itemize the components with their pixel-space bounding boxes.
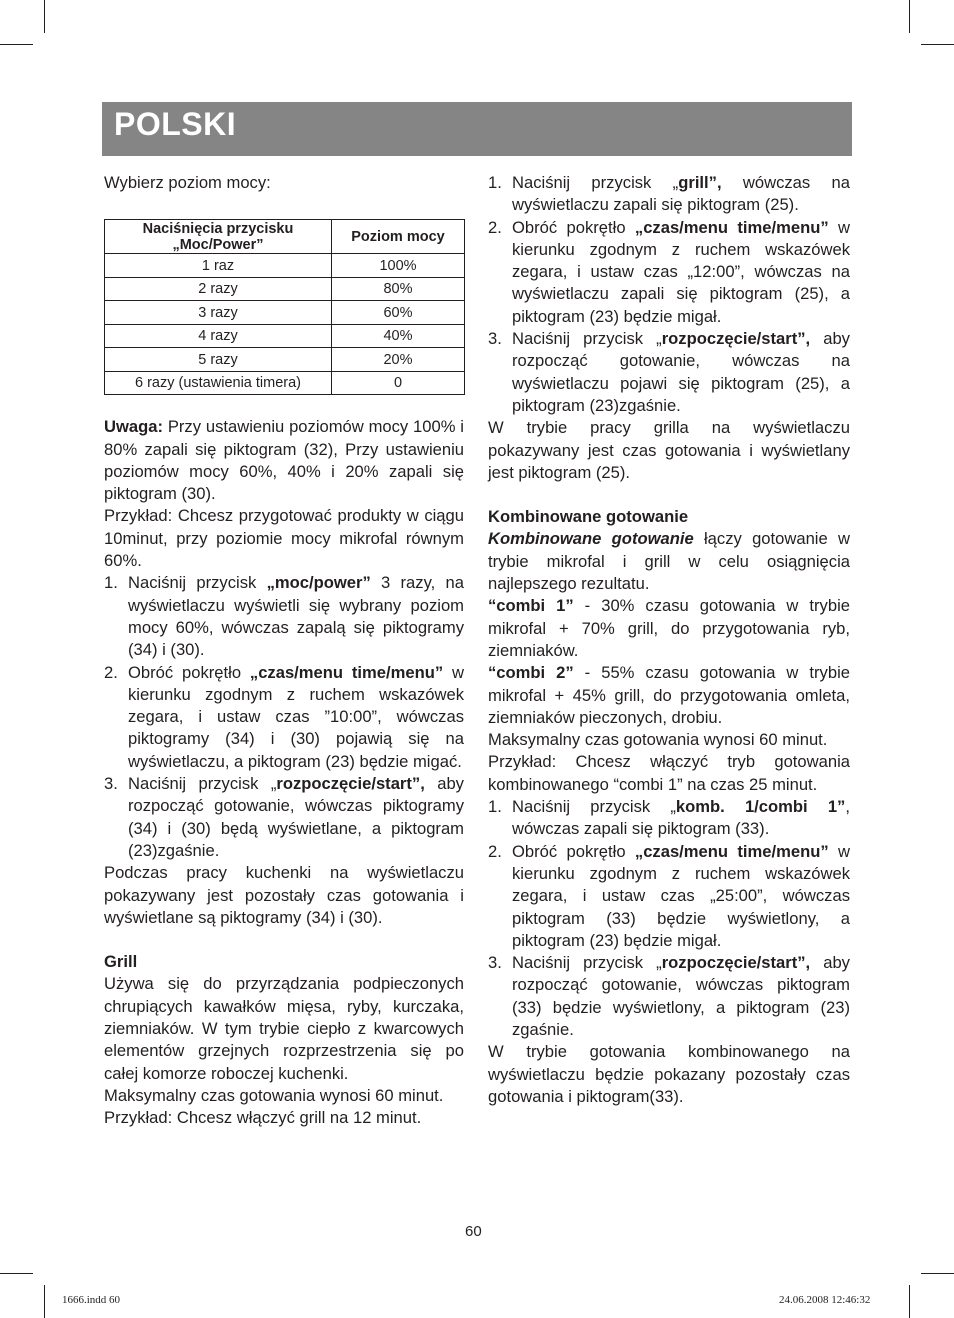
crop-mark [921, 1273, 954, 1274]
combi-steps-list [488, 796, 850, 1041]
combi-example: Przykład: Chcesz włączyć tryb gotowania kombinowanego “combi 1” na czas 25 minut. [488, 752, 850, 794]
list-item [488, 328, 850, 417]
page-number: 60 [465, 1223, 482, 1240]
combi2-label: “combi 2” [488, 663, 574, 683]
table-header-row [105, 220, 465, 254]
table-cell: 4 razy [105, 324, 332, 348]
combi1-description [488, 595, 850, 662]
combi1-text: - 30% czasu gotowania w trybie mikrofal + 70% grill, do przygotowania ryb, ziemniaków. [488, 596, 850, 660]
step-text: w kierunku zgodnym z ruchem wskazówek zegara, i ustaw czas ”10:00”, wówczas piktogramy (34) i (30) pojawią się na wyświetlaczu, a piktogram (23) będzie migać. [128, 662, 464, 771]
table-cell: 60% [332, 301, 465, 325]
table-cell: 100% [332, 254, 465, 278]
step-text: wówczas na wyświetlaczu zapali się piktogram (25). [512, 173, 850, 215]
table-cell: 1 raz [105, 254, 332, 278]
list-item [104, 773, 464, 862]
step-button-name: „czas/menu time/menu” [634, 841, 829, 861]
after-paragraph: Podczas pracy kuchenki na wyświetlaczu pokazywany jest pozostały czas gotowania i wyświetlane są piktogramy (34) i (30). [104, 863, 464, 927]
list-item [488, 796, 850, 841]
example-paragraph: Przykład: Chcesz przygotować produkty w ciągu 10minut, przy poziomie mocy mikrofal równym 60%. [104, 506, 464, 571]
step-button-name: komb. 1/combi 1” [675, 797, 846, 817]
table-row [105, 277, 465, 301]
list-item [488, 841, 850, 952]
step-button-name: „czas/menu time/menu” [249, 662, 444, 682]
step-number: 3. [104, 774, 118, 794]
step-text: Naciśnij przycisk „ [128, 774, 277, 794]
combi-max-time: Maksymalny czas gotowania wynosi 60 minut. [488, 730, 828, 750]
left-column [104, 172, 464, 1130]
step-number: 3. [488, 953, 502, 973]
crop-mark [0, 44, 33, 45]
step-number: 2. [104, 662, 118, 682]
list-item [488, 172, 850, 217]
intro-text: Wybierz poziom mocy: [104, 173, 271, 192]
table-cell: 3 razy [105, 301, 332, 325]
combi2-text: - 55% czasu gotowania w trybie mikrofal + 45% grill, do przygotowania omleta, ziemniaków pieczonych, drobiu. [488, 663, 850, 727]
step-number: 3. [488, 329, 502, 349]
crop-mark [909, 0, 910, 33]
step-text: w kierunku zgodnym z ruchem wskazówek zegara, i ustaw czas „12:00”, wówczas na wyświetlaczu zapali się piktogram (25), a piktogram (23) będzie migał. [512, 217, 850, 326]
step-text: Naciśnij przycisk „ [512, 329, 662, 349]
combi-intro-text: łączy gotowanie w trybie mikrofal i grill w celu osiągnięcia najlepszego rezultatu. [488, 529, 850, 594]
grill-after-paragraph: W trybie pracy grilla na wyświetlaczu pokazywany jest czas gotowania i wyświetlany jest piktogram (25). [488, 418, 850, 482]
note-paragraph [104, 416, 464, 505]
combi1-label: “combi 1” [488, 596, 574, 616]
crop-mark [909, 1285, 910, 1318]
step-text: Obróć pokrętło [512, 841, 635, 861]
step-text: Naciśnij przycisk „ [512, 173, 679, 192]
footer-filename: 1666.indd 60 [62, 1294, 121, 1306]
table-header-power: Poziom mocy [332, 220, 465, 254]
grill-heading [104, 951, 464, 973]
combi-after-paragraph: W trybie gotowania kombinowanego na wyświetlaczu będzie pokazany pozostały czas gotowania i piktogram(33). [488, 1042, 850, 1106]
grill-steps-list [488, 172, 850, 417]
table-row [105, 254, 465, 278]
right-column [488, 172, 850, 1108]
step-text: Naciśnij przycisk „ [512, 797, 676, 817]
step-number: 1. [488, 797, 502, 817]
table-cell: 0 [332, 371, 465, 395]
step-text: Naciśnij przycisk [128, 573, 267, 593]
table-header-presses: Naciśnięcia przycisku „Moc/Power” [105, 220, 332, 254]
table-cell: 2 razy [105, 277, 332, 301]
step-button-name: „czas/menu time/menu” [634, 217, 829, 237]
step-button-name: „moc/power” [266, 573, 371, 593]
table-cell: 6 razy (ustawienia timera) [105, 371, 332, 395]
list-item [104, 662, 464, 773]
table-cell: 80% [332, 277, 465, 301]
table-cell: 40% [332, 324, 465, 348]
list-item [488, 952, 850, 1041]
table-row [105, 348, 465, 372]
table-row [105, 301, 465, 325]
crop-mark [44, 1285, 45, 1318]
step-button-name: rozpoczęcie/start”, [661, 329, 811, 349]
step-text: Obróć pokrętło [512, 217, 635, 237]
step-button-name: rozpoczęcie/start”, [276, 774, 425, 794]
table-row [105, 371, 465, 395]
table-row [105, 324, 465, 348]
page-title: POLSKI [114, 106, 237, 142]
step-number: 1. [488, 173, 502, 192]
step-number: 1. [104, 573, 118, 593]
combi2-description [488, 662, 850, 729]
crop-mark [0, 1273, 33, 1274]
note-text: Przy ustawieniu poziomów mocy 100% i 80% zapali się piktogram (32), Przy ustawieniu poziomów mocy 60%, 40% i 20% zapali się piktogram (30). [104, 417, 464, 504]
step-text: , wówczas zapali się piktogram (33). [512, 797, 850, 839]
grill-heading-text: Grill [104, 952, 138, 972]
power-steps-list [104, 572, 464, 862]
step-text: Obróć pokrętło [128, 662, 250, 682]
power-level-table [104, 219, 465, 395]
grill-description: Używa się do przyrządzania podpieczonych chrupiących kawałków mięsa, ryby, kurczaka, ziemniaków. W tym trybie ciepło z kwarcowych elementów grzejnych rozprzestrzenia się po całej komorze roboczej kuchenki. [104, 974, 464, 1083]
step-number: 2. [488, 841, 502, 861]
table-cell: 5 razy [105, 348, 332, 372]
step-button-name: rozpoczęcie/start”, [661, 953, 811, 973]
footer-datetime: 24.06.2008 12:46:32 [779, 1294, 871, 1306]
step-text: 3 razy, na wyświetlaczu wyświetli się wybrany poziom mocy 60%, wówczas zapalą się piktogramy (34) i (30). [128, 573, 464, 660]
table-cell: 20% [332, 348, 465, 372]
note-label: Uwaga: [104, 417, 164, 437]
combi-heading [488, 506, 850, 528]
crop-mark [44, 0, 45, 33]
combi-heading-text: Kombinowane gotowanie [488, 507, 689, 527]
list-item [488, 217, 850, 328]
list-item [104, 572, 464, 661]
step-text: w kierunku zgodnym z ruchem wskazówek zegara, i ustaw czas „25:00”, wówczas piktogram (33) będzie wyświetlony, a piktogram (23) będzie migał. [512, 841, 850, 950]
step-text: aby rozpocząć gotowanie, wówczas piktogram (33) będzie wyświetlony, a piktogram (23) zgaśnie. [512, 953, 850, 1039]
section-header [102, 102, 852, 156]
combi-intro [488, 528, 850, 595]
grill-example: Przykład: Chcesz włączyć grill na 12 minut. [104, 1108, 422, 1128]
step-button-name: grill”, [678, 173, 722, 192]
combi-intro-bold: Kombinowane gotowanie [488, 529, 694, 549]
step-number: 2. [488, 217, 502, 237]
step-text: aby rozpocząć gotowanie, wówczas na wyświetlaczu pojawi się piktogram (25), a piktogram (23)zgaśnie. [512, 329, 850, 415]
step-text: aby rozpocząć gotowanie, wówczas piktogramy (34) i (30) będą wyświetlane, a piktogram (23)zgaśnie. [128, 774, 464, 860]
grill-max-time: Maksymalny czas gotowania wynosi 60 minut. [104, 1085, 444, 1105]
step-text: Naciśnij przycisk „ [512, 953, 662, 973]
crop-mark [921, 44, 954, 45]
